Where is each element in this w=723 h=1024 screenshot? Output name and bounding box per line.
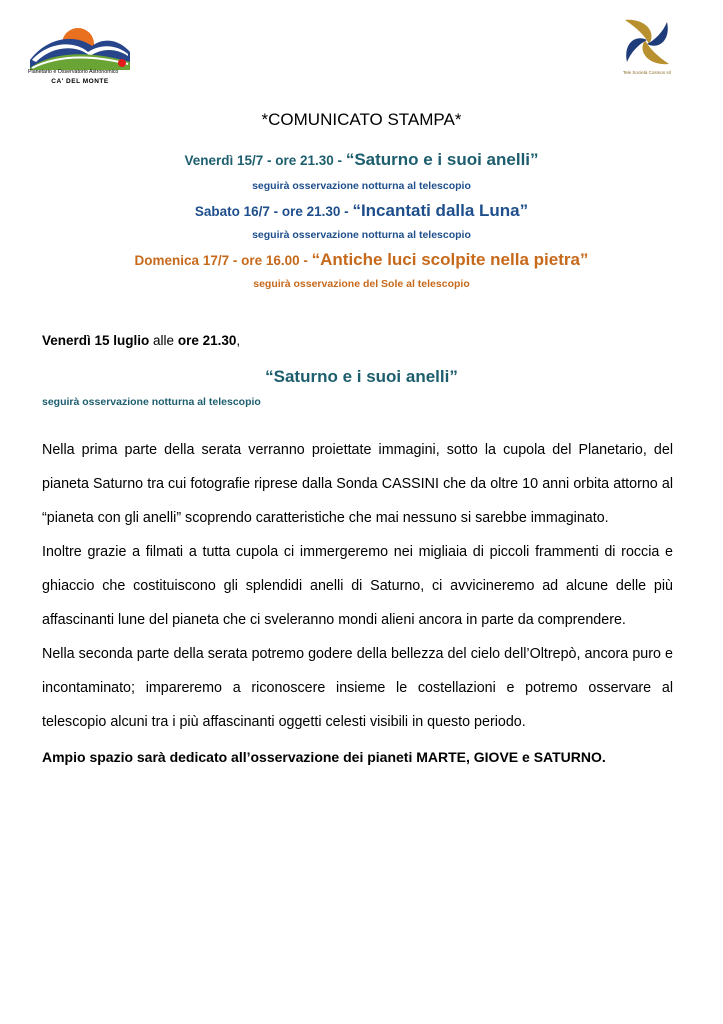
event-2-line [0,201,723,221]
company-logo-caption: Tele Società Cosmos srl [622,70,672,75]
intro-end: , [236,333,241,348]
event-2-datetime: Sabato 16/7 - ore 21.30 - [194,204,353,219]
event-3-subtitle: seguirà osservazione del Sole al telescopio [253,278,470,290]
event-3-name: “Antiche luci scolpite nella pietra” [311,250,589,269]
swirl-logo-graphic [615,14,679,70]
event-1-name: “Saturno e i suoi anelli” [345,150,539,169]
body-paragraph-2: Inoltre grazie a filmati a tutta cupola ci immergeremo nei migliaia di piccoli frammenti di roccia e ghiaccio che costituiscono gli splendidi anelli di Saturno, ci avvicineremo ad alcune delle più affascinanti lune del pianeta che ci sveleranno mondi alieni ancora in parte da comprendere. [42,544,673,628]
body-paragraph-1: Nella prima parte della serata verranno proiettate immagini, sotto la cupola del Planetario, del pianeta Saturno tra cui fotografie riprese dalla Sonda CASSINI che da oltre 10 anni orbita attorno al “pianeta con gli anelli” scoprendo caratteristiche che mai nessuno si sarebbe immaginato. [42,442,673,526]
body-paragraph-3: Nella seconda parte della serata potremo godere della bellezza del cielo dell’Oltrepò, ancora puro e incontaminato; impareremo a riconoscere insieme le costellazioni e potremo osservare al telescopio alcuni tra i più affascinanti oggetti celesti visibili in questo periodo. [42,646,673,730]
event-intro [42,333,240,348]
planetarium-logo-name: CA' DEL MONTE [51,78,109,85]
event-3-datetime: Domenica 17/7 - ore 16.00 - [134,253,312,268]
closing-statement: Ampio spazio sarà dedicato all’osservazione dei pianeti MARTE, GIOVE e SATURNO. [42,749,606,765]
event-1-subtitle: seguirà osservazione notturna al telescopio [252,180,471,192]
planetarium-logo [28,22,132,86]
intro-day: Venerdì 15 luglio [42,333,150,348]
event-1-datetime: Venerdì 15/7 - ore 21.30 - [184,153,346,168]
event-2-name: “Incantati dalla Luna” [352,201,529,220]
intro-connector: alle [149,333,178,348]
event-2-subtitle: seguirà osservazione notturna al telescopio [252,229,471,241]
event-3-line [0,250,723,270]
planetarium-logo-graphic [28,22,132,70]
event-detail-title: “Saturno e i suoi anelli” [265,367,458,386]
planetarium-logo-caption: Planetario e Osservatorio Astronomico [28,69,119,75]
event-1-line [0,150,723,170]
press-release-title: *COMUNICATO STAMPA* [261,110,462,129]
intro-time: ore 21.30 [177,333,237,348]
company-logo [615,14,679,80]
event-detail-subtitle: seguirà osservazione notturna al telescopio [42,396,261,408]
